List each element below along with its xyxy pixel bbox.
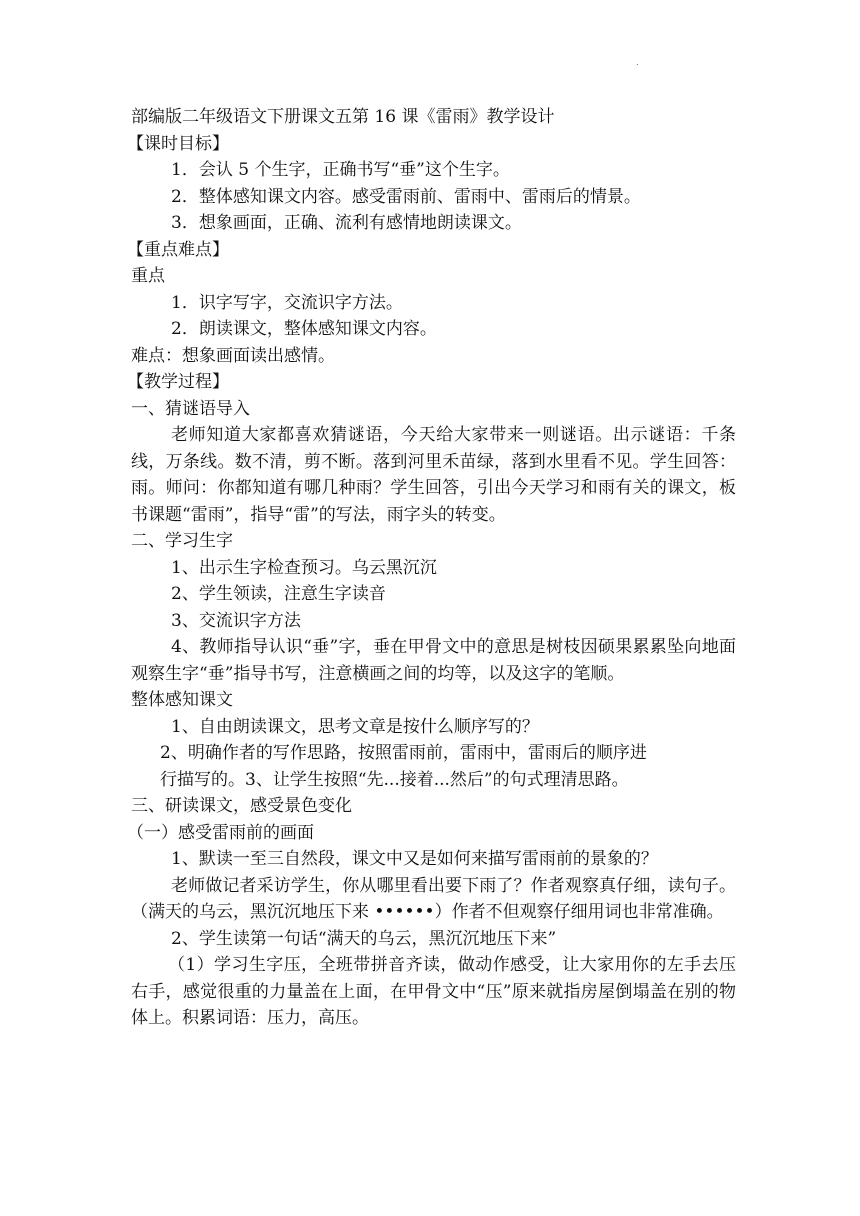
list-item: 行描写的。3、让学生按照“先...接着...然后”的句式理清思路。 (160, 769, 629, 790)
difficulty-text: 难点：想象画面读出感情。 (131, 345, 335, 366)
list-item: 3、交流识字方法 (171, 610, 301, 631)
objective-item: 1．会认 5 个生字，正确书写“垂”这个生字。 (171, 160, 510, 180)
list-item: 1、默读一至三自然段，课文中又是如何来描写雷雨前的景象的？ (171, 849, 658, 869)
list-item: 1、自由朗读课文，思考文章是按什么顺序写的？ (171, 716, 539, 737)
keypoints-heading: 【重点难点】 (127, 239, 229, 260)
section-paragraph: 老师做记者采访学生，你从哪里看出要下雨了？作者观察真仔细，读句子。（满天的乌云，黑沉沉地压下来 ••••••）作者不但观察仔细用词也非常准确。 (131, 875, 736, 922)
list-item: 2、明确作者的写作思路，按照雷雨前，雷雨中，雷雨后的顺序进 (160, 743, 647, 763)
list-item: （1）学习生字压，全班带拼音齐读，做动作感受，让大家用你的左手去压右手，感觉很重的力量盖在上面，在甲骨文中“压”原来就指房屋倒塌盖在别的物体上。积累词语：压力，高压。 (131, 955, 736, 1028)
list-item: 1、出示生字检查预习。乌云黑沉沉 (171, 557, 437, 578)
section-title: 二、学习生字 (131, 531, 233, 551)
list-item: 2、学生读第一句话“满天的乌云，黑沉沉地压下来” (171, 928, 557, 949)
document-body (127, 104, 736, 1032)
process-heading: 【教学过程】 (127, 372, 229, 392)
section-title: 整体感知课文 (131, 690, 233, 710)
focus-item: 2．朗读课文，整体感知课文内容。 (171, 319, 437, 339)
subsection-title: （一）感受雷雨前的画面 (127, 822, 314, 843)
list-item: 2、学生领读，注意生字读音 (171, 584, 386, 604)
focus-label: 重点 (131, 266, 165, 286)
document-title: 部编版二年级语文下册课文五第 16 课《雷雨》教学设计 (131, 107, 555, 127)
objectives-heading: 【课时目标】 (127, 133, 229, 154)
section-title: 三、研读课文，感受景色变化 (131, 796, 352, 816)
section-paragraph: 老师知道大家都喜欢猜谜语，今天给大家带来一则谜语。出示谜语：千条线，万条线。数不清，剪不断。落到河里禾苗绿，落到水里看不见。学生回答：雨。师问：你都知道有哪几种雨？学生回答，引出今天学习和雨有关的课文，板书课题“雷雨”，指导“雷”的写法，雨字头的转变。 (131, 425, 736, 525)
section-title: 一、猜谜语导入 (131, 398, 250, 419)
list-item: 4、教师指导认识“垂”字，垂在甲骨文中的意思是树枝因硕果累累坠向地面观察生字“垂”指导书写，注意横画之间的均等，以及这字的笔顺。 (131, 637, 736, 684)
objective-item: 2．整体感知课文内容。感受雷雨前、雷雨中、雷雨后的情景。 (171, 186, 641, 207)
focus-item: 1．识字写字，交流识字方法。 (171, 292, 403, 313)
page-mark: . (636, 58, 639, 67)
objective-item: 3．想象画面，正确、流利有感情地朗读课文。 (171, 213, 522, 233)
